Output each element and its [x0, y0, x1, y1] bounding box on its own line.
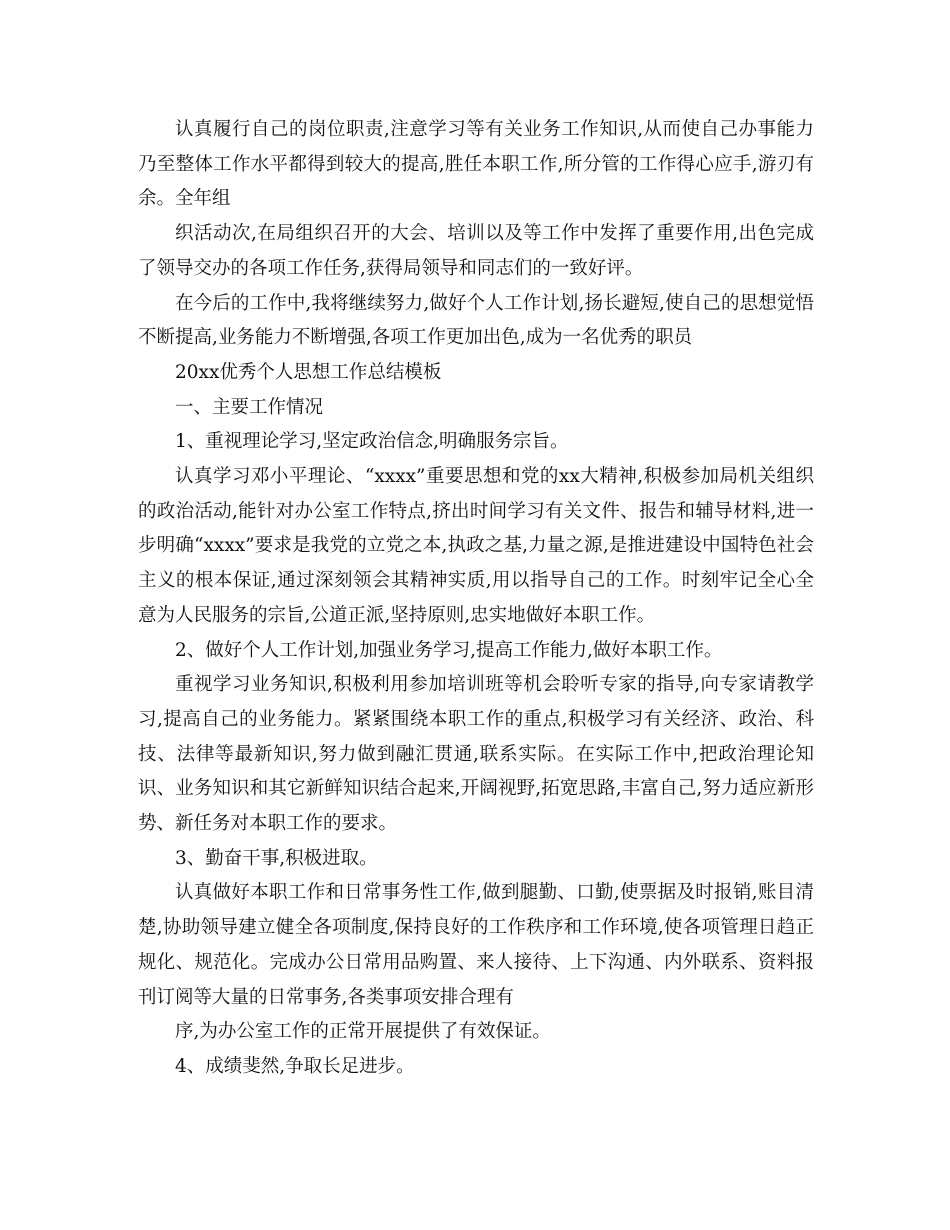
section-heading: 一、主要工作情况	[175, 396, 324, 418]
paragraph: 重视学习业务知识,积极利用参加培训班等机会聆听专家的指导,向专家请教学习,提高自己的业务能力。紧紧围绕本职工作的重点,积极学习有关经济、政治、科技、法律等最新知识,努力做到融汇贯通,联系实际。在实际工作中,把政治理论知识、业务知识和其它新鲜知识结合起来,开阔视野,拓宽思路,丰富自己,努力适应新形势、新任务对本职工作的要求。	[138, 674, 814, 835]
paragraph: 认真做好本职工作和日常事务性工作,做到腿勤、口勤,使票据及时报销,账目清楚,协助领导建立健全各项制度,保持良好的工作秩序和工作环境,使各项管理日趋正规化、规范化。完成办公日常用品购置、来人接待、上下沟通、内外联系、资料报刊订阅等大量的日常事务,各类事项安排合理有	[138, 882, 814, 1008]
subsection-heading: 1、重视理论学习,坚定政治信念,明确服务宗旨。	[175, 431, 569, 453]
subsection-heading: 4、成绩斐然,争取长足进步。	[175, 1055, 415, 1077]
paragraph: 织活动次,在局组织召开的大会、培训以及等工作中发挥了重要作用,出色完成了领导交办的各项工作任务,获得局领导和同志们的一致好评。	[138, 223, 814, 279]
paragraph: 认真履行自己的岗位职责,注意学习等有关业务工作知识,从而使自己办事能力乃至整体工作水平都得到较大的提高,胜任本职工作,所分管的工作得心应手,游刃有余。全年组	[138, 119, 814, 210]
subsection-heading: 3、勤奋干事,积极进取。	[175, 847, 378, 869]
section-title: 20xx优秀个人思想工作总结模板	[175, 361, 442, 383]
paragraph: 认真学习邓小平理论、“xxxx”重要思想和党的xx大精神,积极参加局机关组织的政治活动,能针对办公室工作特点,挤出时间学习有关文件、报告和辅导材料,进一步明确“xxxx”要求是我党的立党之本,执政之基,力量之源,是推进建设中国特色社会主义的根本保证,通过深刻领会其精神实质,用以指导自己的工作。时刻牢记全心全意为人民服务的宗旨,公道正派,坚持原则,忠实地做好本职工作。	[138, 466, 814, 626]
paragraph: 序,为办公室工作的正常开展提供了有效保证。	[175, 1021, 551, 1043]
paragraph: 在今后的工作中,我将继续努力,做好个人工作计划,扬长避短,使自己的思想觉悟不断提高,业务能力不断增强,各项工作更加出色,成为一名优秀的职员	[138, 292, 814, 349]
subsection-heading: 2、做好个人工作计划,加强业务学习,提高工作能力,做好本职工作。	[175, 639, 723, 661]
document-body	[138, 113, 814, 1085]
